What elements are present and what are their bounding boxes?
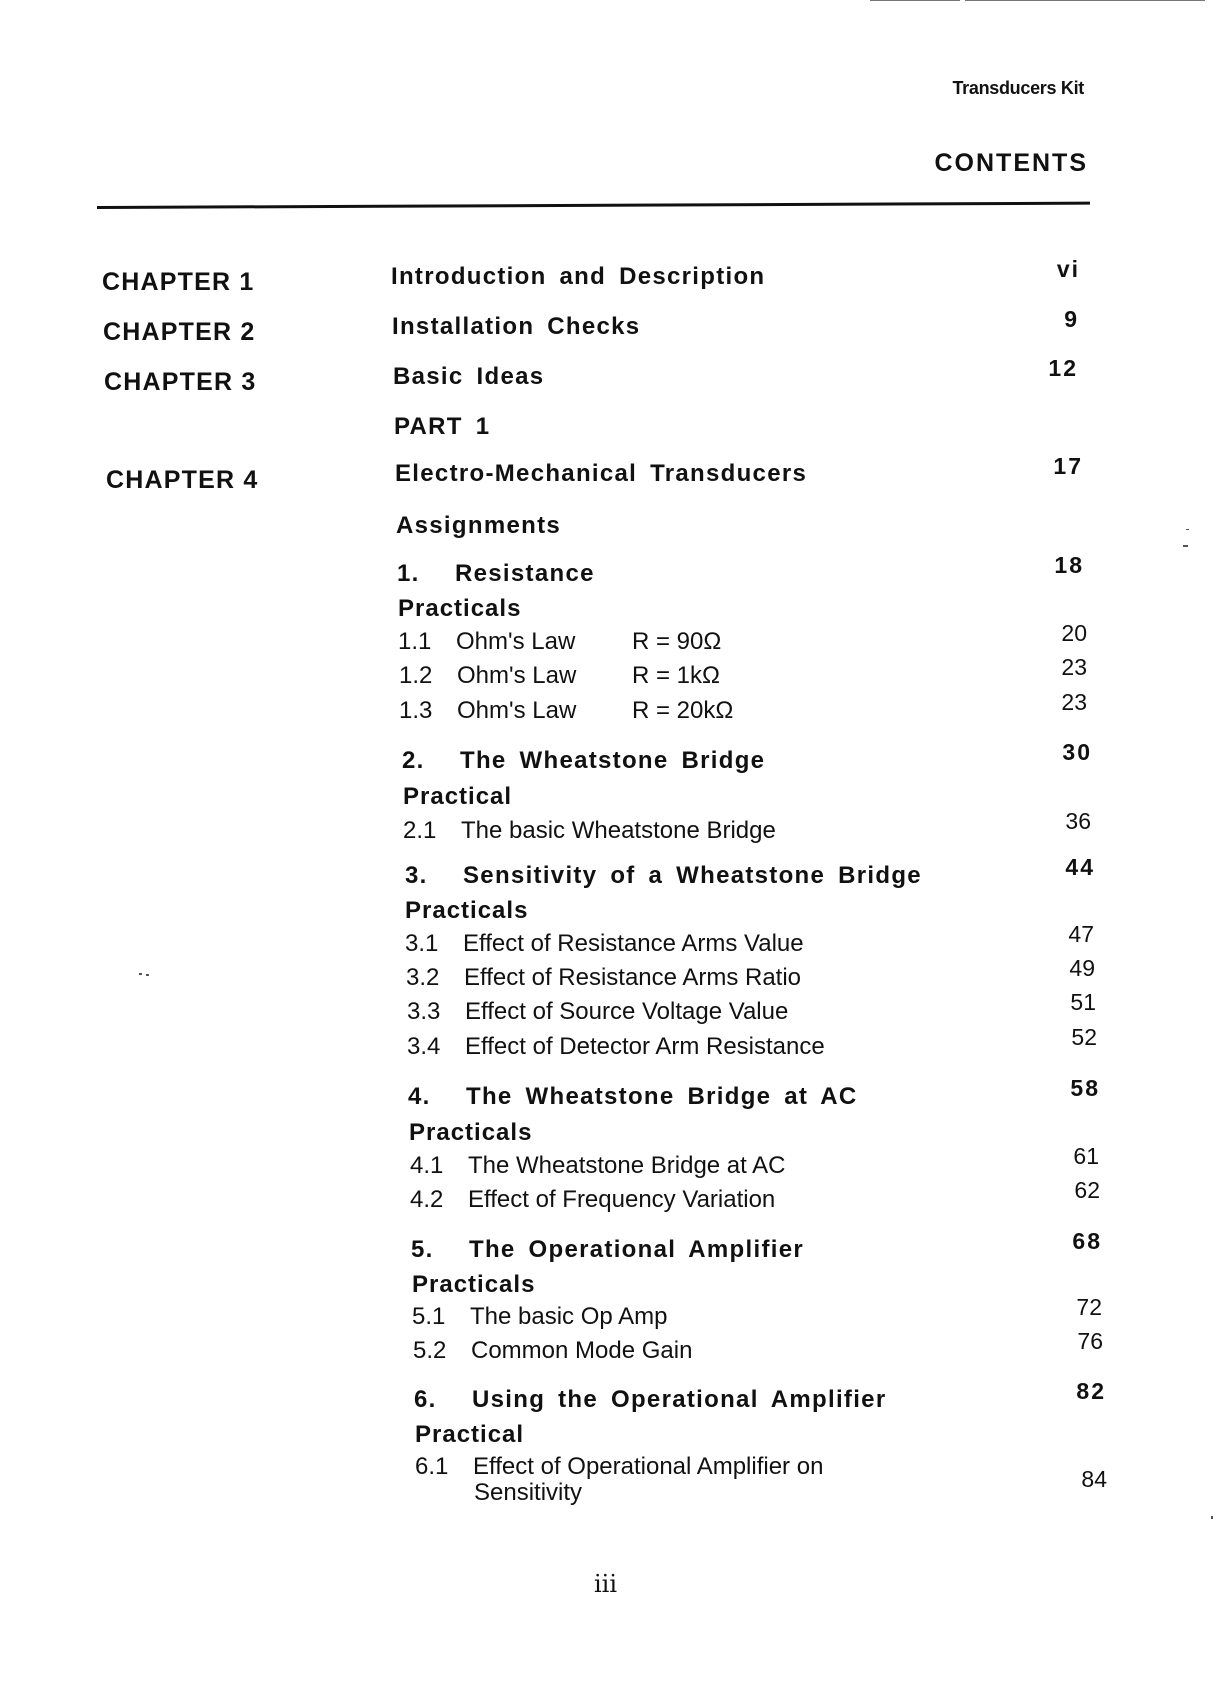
page-ref: 47 (1068, 921, 1094, 947)
practical-label: Ohm's Law (457, 697, 577, 724)
practical-item (406, 964, 801, 992)
chapter-label: CHAPTER 3 (104, 368, 257, 396)
practical-label: The basic Op Amp (470, 1303, 668, 1330)
practical-number: 3.4 (407, 1033, 441, 1060)
page-ref: 82 (1076, 1378, 1106, 1404)
practical-item (410, 1186, 775, 1214)
page-ref: 72 (1076, 1294, 1102, 1320)
practical-label: Effect of Resistance Arms Ratio (464, 964, 802, 991)
page-ref: 18 (1054, 552, 1084, 578)
page-ref: 12 (1048, 355, 1078, 381)
page-ref: 62 (1074, 1177, 1100, 1203)
assignment-title (414, 1386, 886, 1414)
practicals-label: Practical (403, 783, 513, 810)
running-header: Transducers Kit (952, 78, 1084, 98)
assignment-name: Sensitivity of a Wheatstone Bridge (463, 862, 922, 889)
practical-item (405, 930, 804, 958)
page-ref: 44 (1065, 854, 1095, 880)
page-ref: 84 (1081, 1466, 1107, 1492)
practical-number: 1.3 (399, 697, 433, 724)
practical-label: Effect of Detector Arm Resistance (465, 1033, 825, 1060)
practicals-label: Practicals (412, 1271, 536, 1298)
practical-item (398, 628, 575, 656)
assignment-title (405, 862, 922, 890)
practical-item (407, 1033, 825, 1061)
assignment-number: 1. (397, 560, 420, 587)
formula: R = 90Ω (632, 628, 722, 655)
assignment-title (411, 1236, 804, 1264)
practical-item (399, 697, 576, 725)
chapter-title: Introduction and Description (391, 263, 766, 290)
page-ref: vi (1056, 256, 1080, 282)
practicals-label: Practicals (405, 897, 529, 924)
assignment-title (397, 560, 595, 588)
page-number: iii (594, 1570, 618, 1598)
assignment-number: 5. (411, 1236, 434, 1263)
practical-number: 4.1 (410, 1152, 444, 1179)
practical-label-continued: Sensitivity (474, 1479, 583, 1506)
chapter-title: Installation Checks (392, 313, 641, 340)
page-ref: 76 (1077, 1328, 1103, 1354)
page-ref: 61 (1073, 1143, 1099, 1169)
assignment-name: The Operational Amplifier (469, 1236, 804, 1263)
assignment-number: 2. (402, 747, 425, 774)
scan-speck (1211, 1516, 1213, 1519)
practical-label: The Wheatstone Bridge at AC (468, 1152, 786, 1179)
practical-label: Ohm's Law (456, 628, 576, 655)
practicals-label: Practicals (409, 1119, 533, 1146)
scan-speck (139, 973, 142, 975)
part-heading: PART 1 (394, 413, 491, 440)
assignment-number: 3. (405, 862, 428, 889)
assignment-title (402, 747, 765, 775)
practical-label: Ohm's Law (457, 662, 577, 689)
practical-label: Effect of Resistance Arms Value (463, 930, 804, 957)
page-ref: 23 (1061, 654, 1087, 680)
assignment-name: The Wheatstone Bridge (460, 747, 766, 774)
practical-number: 5.2 (413, 1337, 447, 1364)
practical-number: 6.1 (415, 1453, 449, 1480)
scan-edge-line (965, 0, 1205, 1)
practical-label: Common Mode Gain (471, 1337, 693, 1364)
practical-label: Effect of Operational Amplifier on (473, 1453, 824, 1480)
practical-number: 3.2 (406, 964, 440, 991)
page-ref: 20 (1061, 620, 1087, 646)
practical-number: 5.1 (412, 1303, 446, 1330)
practical-item (407, 998, 788, 1026)
page-ref: 58 (1070, 1075, 1100, 1101)
assignment-title (408, 1083, 858, 1111)
page-ref: 49 (1069, 955, 1095, 981)
practical-label: Effect of Source Voltage Value (465, 998, 789, 1025)
heading-rule (97, 202, 1090, 209)
assignment-number: 4. (408, 1083, 431, 1110)
practical-number: 3.3 (407, 998, 441, 1025)
assignment-number: 6. (414, 1386, 437, 1413)
practical-item (410, 1152, 786, 1180)
chapter-label: CHAPTER 2 (103, 318, 256, 346)
practical-number: 4.2 (410, 1186, 444, 1213)
formula: R = 1kΩ (632, 662, 720, 689)
scan-speck (1183, 545, 1188, 547)
scan-speck (1186, 529, 1189, 530)
practical-label: Effect of Frequency Variation (468, 1186, 776, 1213)
page-ref: 36 (1065, 808, 1091, 834)
page-ref: 17 (1053, 453, 1083, 479)
practical-item (403, 817, 776, 845)
page-ref: 52 (1071, 1024, 1097, 1050)
chapter-label: CHAPTER 4 (106, 466, 259, 494)
practicals-label: Practical (415, 1421, 525, 1448)
page-ref: 51 (1070, 989, 1096, 1015)
assignment-name: The Wheatstone Bridge at AC (466, 1083, 858, 1110)
chapter-label: CHAPTER 1 (102, 268, 255, 296)
scan-edge-line (870, 0, 960, 1)
assignments-heading: Assignments (396, 512, 562, 539)
scan-speck (146, 974, 149, 976)
practical-number: 1.1 (398, 628, 432, 655)
assignment-name: Resistance (455, 560, 595, 587)
practical-number: 3.1 (405, 930, 439, 957)
contents-heading: CONTENTS (934, 149, 1088, 177)
practicals-label: Practicals (398, 595, 522, 622)
practical-item (399, 662, 576, 690)
formula: R = 20kΩ (632, 697, 734, 724)
page-ref: 23 (1061, 689, 1087, 715)
practical-number: 2.1 (403, 817, 437, 844)
page-ref: 30 (1062, 739, 1092, 765)
practical-item (413, 1337, 692, 1365)
practical-number: 1.2 (399, 662, 433, 689)
chapter-title: Electro-Mechanical Transducers (395, 460, 808, 487)
page-ref: 68 (1072, 1228, 1102, 1254)
assignment-name: Using the Operational Amplifier (472, 1386, 887, 1413)
practical-item (412, 1303, 667, 1331)
chapter-title: Basic Ideas (393, 363, 545, 390)
practical-item (415, 1453, 823, 1481)
practical-label: The basic Wheatstone Bridge (461, 817, 776, 844)
page-ref: 9 (1064, 306, 1079, 332)
